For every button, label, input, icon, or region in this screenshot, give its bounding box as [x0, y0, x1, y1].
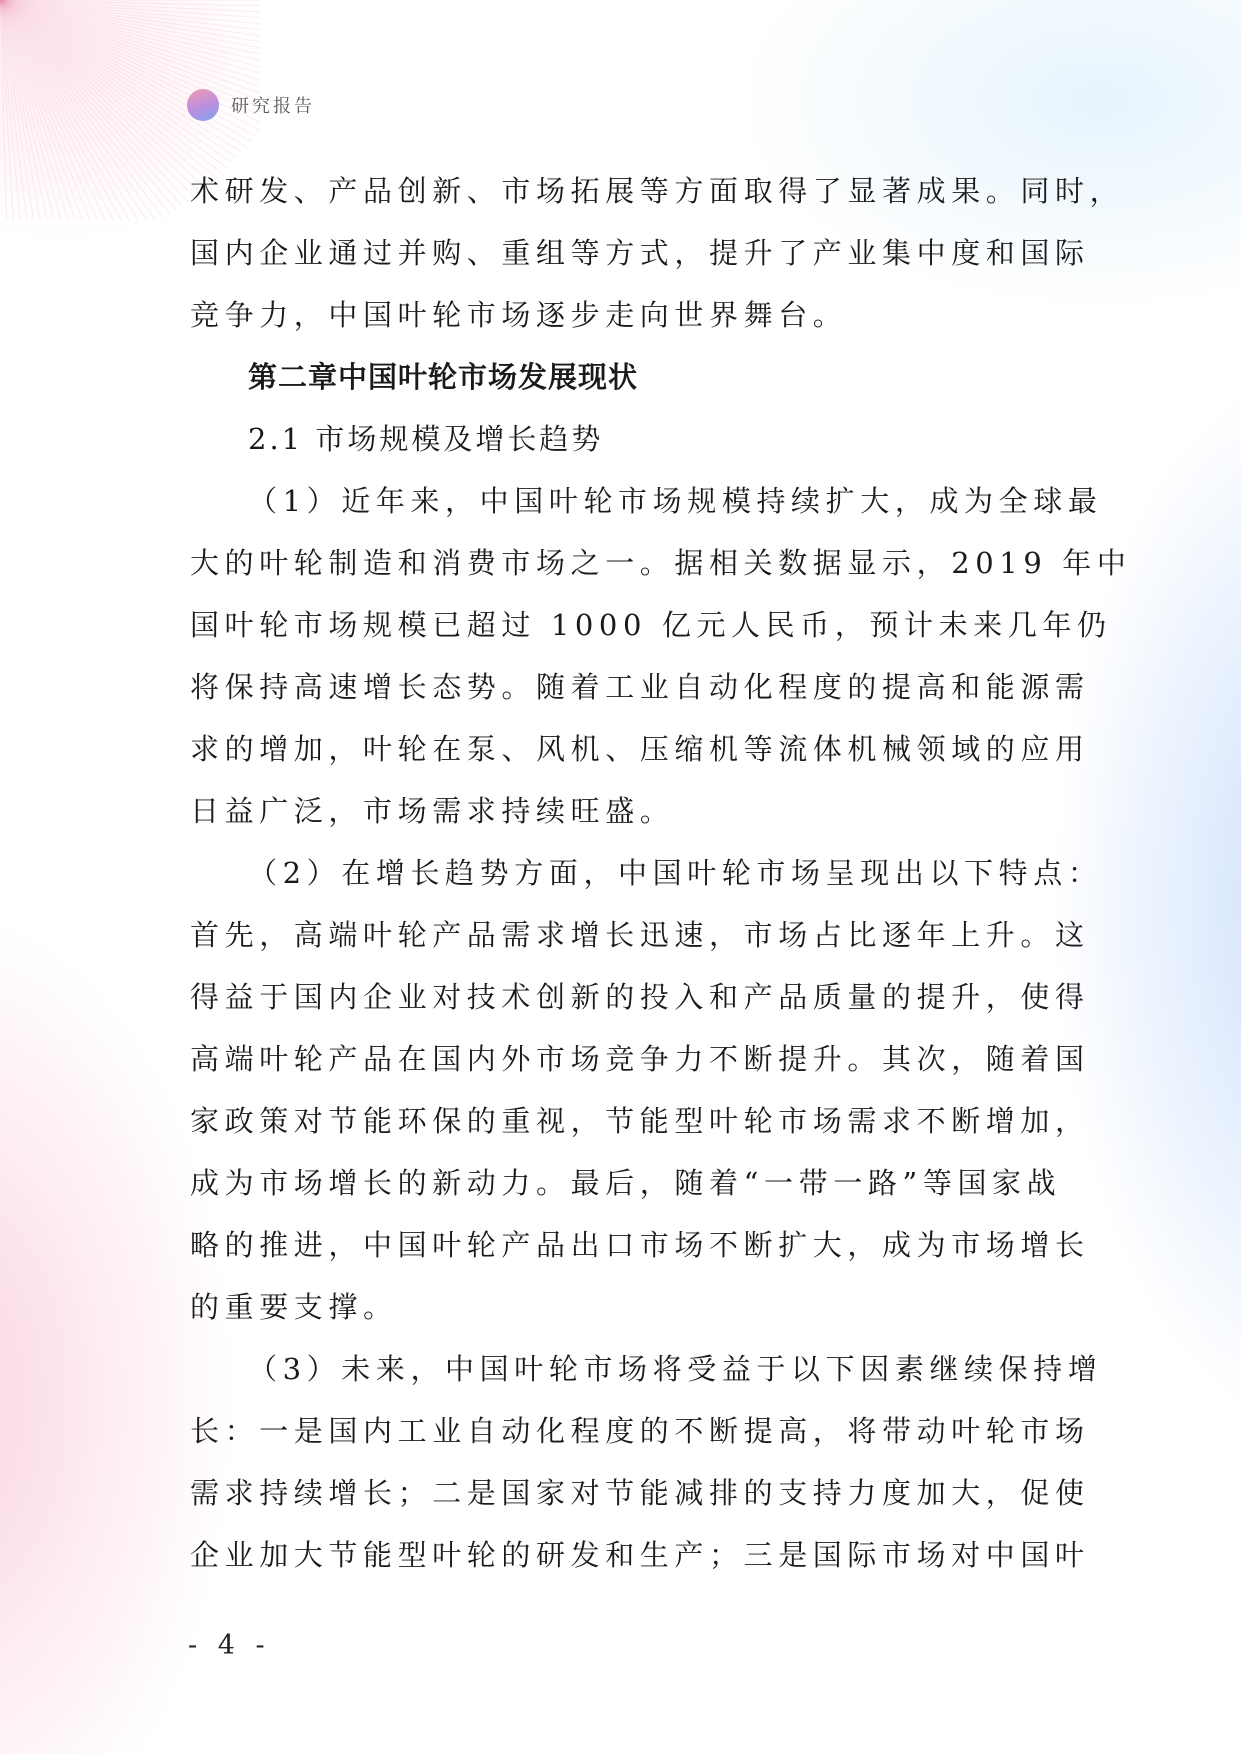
text-line: 需求持续增长；二是国家对节能减排的支持力度加大，促使 [190, 1476, 1090, 1510]
text-line: 竞争力，中国叶轮市场逐步走向世界舞台。 [190, 298, 848, 332]
text-line: 家政策对节能环保的重视，节能型叶轮市场需求不断增加， [190, 1104, 1090, 1138]
text-line: 日益广泛，市场需求持续旺盛。 [190, 794, 675, 828]
text-line: 术研发、产品创新、市场拓展等方面取得了显著成果。同时， [190, 174, 1125, 208]
text-line: 企业加大节能型叶轮的研发和生产；三是国际市场对中国叶 [190, 1538, 1090, 1572]
text-line: 的重要支撑。 [190, 1290, 398, 1324]
text-line: 首先，高端叶轮产品需求增长迅速，市场占比逐年上升。这 [190, 918, 1090, 952]
text-line: 略的推进，中国叶轮产品出口市场不断扩大，成为市场增长 [190, 1228, 1090, 1262]
text-line: 成为市场增长的新动力。最后，随着“一带一路”等国家战 [190, 1166, 1062, 1200]
text-line: 求的增加，叶轮在泵、风机、压缩机等流体机械领域的应用 [190, 732, 1090, 766]
text-line: 将保持高速增长态势。随着工业自动化程度的提高和能源需 [190, 670, 1090, 704]
text-line: 国内企业通过并购、重组等方式，提升了产业集中度和国际 [190, 236, 1090, 270]
text-line: 高端叶轮产品在国内外市场竞争力不断提升。其次，随着国 [190, 1042, 1090, 1076]
report-header [187, 89, 315, 121]
section-heading: 2.1 市场规模及增长趋势 [248, 422, 604, 456]
chapter-heading: 第二章中国叶轮市场发展现状 [248, 360, 639, 394]
text-line: 长：一是国内工业自动化程度的不断提高，将带动叶轮市场 [190, 1414, 1090, 1448]
text-line: 大的叶轮制造和消费市场之一。据相关数据显示，2019 年中 [190, 546, 1132, 580]
text-line: 国叶轮市场规模已超过 1000 亿元人民币，预计未来几年仍 [190, 608, 1112, 642]
paragraph-first-line: （1）近年来，中国叶轮市场规模持续扩大，成为全球最 [248, 484, 1103, 518]
page-number: - 4 - [188, 1630, 271, 1661]
document-body [190, 160, 1132, 1586]
header-title: 研究报告 [231, 96, 315, 117]
paragraph-first-line: （3）未来，中国叶轮市场将受益于以下因素继续保持增 [248, 1352, 1103, 1386]
text-line: 得益于国内企业对技术创新的投入和产品质量的提升，使得 [190, 980, 1090, 1014]
report-logo-icon [187, 89, 219, 121]
paragraph-first-line: （2）在增长趋势方面，中国叶轮市场呈现出以下特点： [248, 856, 1103, 890]
